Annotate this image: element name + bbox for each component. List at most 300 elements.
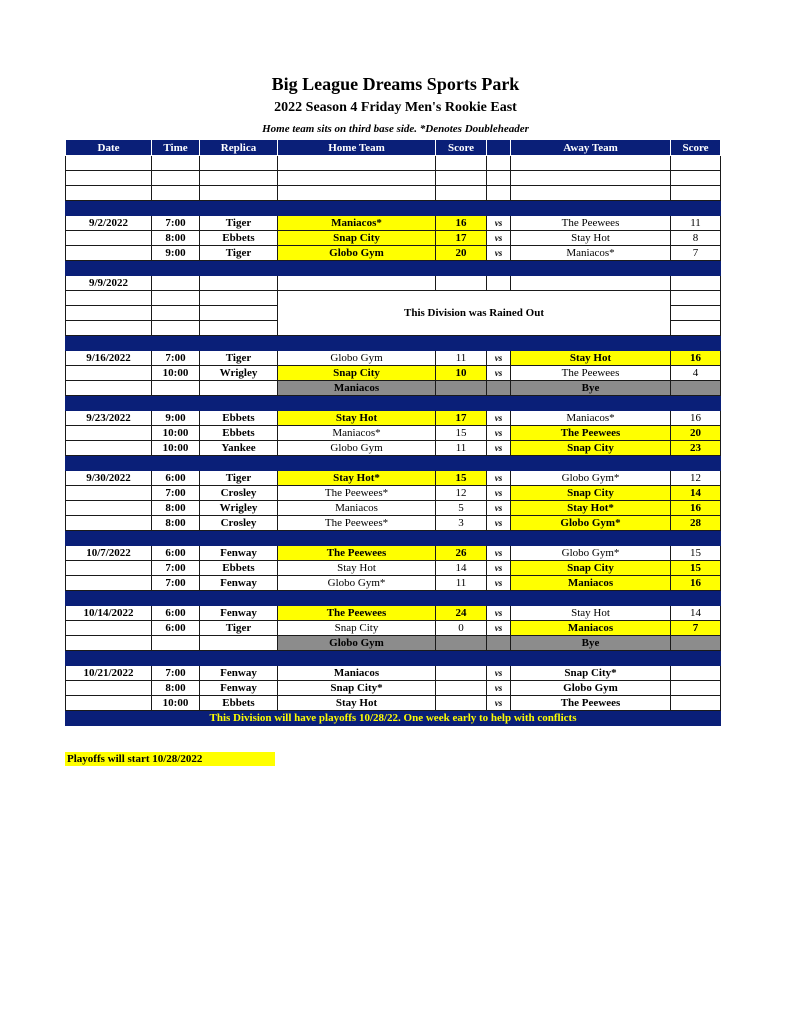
empty-cell bbox=[278, 171, 436, 186]
rainout-row bbox=[66, 291, 721, 306]
empty-cell bbox=[200, 396, 278, 411]
away-team-cell: Maniacos bbox=[511, 576, 671, 591]
time-cell: 8:00 bbox=[152, 516, 200, 531]
empty-cell bbox=[487, 531, 511, 546]
home-team-cell: Maniacos* bbox=[278, 426, 436, 441]
blank-row bbox=[66, 171, 721, 186]
table-row bbox=[66, 621, 721, 636]
table-row bbox=[66, 441, 721, 456]
date-cell bbox=[66, 621, 152, 636]
date-cell bbox=[66, 441, 152, 456]
schedule-table bbox=[65, 139, 721, 726]
date-cell: 10/14/2022 bbox=[66, 606, 152, 621]
vs-cell: vs bbox=[487, 696, 511, 711]
time-cell: 8:00 bbox=[152, 681, 200, 696]
separator-row bbox=[66, 396, 721, 411]
away-score-cell: 16 bbox=[671, 576, 721, 591]
empty-cell bbox=[152, 201, 200, 216]
table-row bbox=[66, 546, 721, 561]
empty-cell bbox=[200, 171, 278, 186]
date-cell: 10/7/2022 bbox=[66, 546, 152, 561]
away-score-cell bbox=[671, 696, 721, 711]
home-score-cell: 24 bbox=[436, 606, 487, 621]
empty-cell bbox=[152, 291, 200, 306]
table-row bbox=[66, 216, 721, 231]
away-score-cell: 11 bbox=[671, 216, 721, 231]
time-cell: 10:00 bbox=[152, 366, 200, 381]
away-score-cell: 14 bbox=[671, 606, 721, 621]
empty-cell bbox=[152, 336, 200, 351]
empty-cell bbox=[152, 306, 200, 321]
home-team-cell: The Peewees bbox=[278, 546, 436, 561]
away-score-cell: 28 bbox=[671, 516, 721, 531]
vs-cell: vs bbox=[487, 546, 511, 561]
empty-cell bbox=[671, 186, 721, 201]
time-cell: 10:00 bbox=[152, 441, 200, 456]
empty-cell bbox=[152, 591, 200, 606]
empty-cell bbox=[436, 396, 487, 411]
home-team-cell: Globo Gym bbox=[278, 441, 436, 456]
date-cell bbox=[66, 231, 152, 246]
time-cell: 7:00 bbox=[152, 216, 200, 231]
home-team-cell: Snap City bbox=[278, 366, 436, 381]
empty-cell bbox=[487, 456, 511, 471]
date-cell bbox=[66, 516, 152, 531]
field-cell: Fenway bbox=[200, 666, 278, 681]
empty-cell bbox=[66, 156, 152, 171]
empty-cell bbox=[152, 396, 200, 411]
empty-cell bbox=[152, 186, 200, 201]
table-row bbox=[66, 351, 721, 366]
empty-cell bbox=[671, 291, 721, 306]
empty-cell bbox=[278, 201, 436, 216]
separator-row bbox=[66, 651, 721, 666]
time-cell: 7:00 bbox=[152, 561, 200, 576]
home-team-cell: The Peewees* bbox=[278, 516, 436, 531]
empty-cell bbox=[436, 531, 487, 546]
away-score-cell: 7 bbox=[671, 621, 721, 636]
date-cell bbox=[66, 486, 152, 501]
empty-cell bbox=[436, 276, 487, 291]
home-score-cell bbox=[436, 381, 487, 396]
empty-cell bbox=[436, 336, 487, 351]
away-team-cell: Bye bbox=[511, 381, 671, 396]
rainout-message: This Division was Rained Out bbox=[278, 291, 671, 336]
empty-cell bbox=[278, 396, 436, 411]
table-row bbox=[66, 696, 721, 711]
time-cell: 10:00 bbox=[152, 426, 200, 441]
field-cell: Wrigley bbox=[200, 501, 278, 516]
vs-cell: vs bbox=[487, 366, 511, 381]
away-score-cell: 12 bbox=[671, 471, 721, 486]
home-score-cell: 11 bbox=[436, 576, 487, 591]
separator-row bbox=[66, 261, 721, 276]
field-cell: Ebbets bbox=[200, 561, 278, 576]
away-team-cell: Maniacos* bbox=[511, 246, 671, 261]
empty-cell bbox=[511, 276, 671, 291]
empty-cell bbox=[200, 531, 278, 546]
date-cell bbox=[66, 426, 152, 441]
time-cell: 10:00 bbox=[152, 696, 200, 711]
vs-cell: vs bbox=[487, 486, 511, 501]
empty-cell bbox=[436, 186, 487, 201]
home-team-cell: Maniacos bbox=[278, 666, 436, 681]
table-row bbox=[66, 576, 721, 591]
empty-cell bbox=[66, 651, 152, 666]
empty-cell bbox=[278, 531, 436, 546]
header-row bbox=[66, 140, 721, 156]
empty-cell bbox=[487, 171, 511, 186]
empty-cell bbox=[200, 276, 278, 291]
home-score-cell: 20 bbox=[436, 246, 487, 261]
empty-cell bbox=[487, 651, 511, 666]
empty-cell bbox=[152, 651, 200, 666]
empty-cell bbox=[671, 156, 721, 171]
empty-cell bbox=[200, 261, 278, 276]
home-team-cell: Maniacos bbox=[278, 501, 436, 516]
empty-cell bbox=[152, 261, 200, 276]
away-score-cell: 15 bbox=[671, 561, 721, 576]
home-team-cell: Snap City bbox=[278, 231, 436, 246]
blank-row bbox=[66, 156, 721, 171]
vs-cell: vs bbox=[487, 516, 511, 531]
home-score-cell: 10 bbox=[436, 366, 487, 381]
field-cell: Fenway bbox=[200, 681, 278, 696]
vs-cell: vs bbox=[487, 411, 511, 426]
empty-cell bbox=[200, 591, 278, 606]
empty-cell bbox=[511, 651, 671, 666]
empty-cell bbox=[511, 591, 671, 606]
empty-cell bbox=[671, 276, 721, 291]
home-score-cell: 15 bbox=[436, 471, 487, 486]
home-score-cell: 16 bbox=[436, 216, 487, 231]
empty-cell bbox=[66, 171, 152, 186]
field-cell: Tiger bbox=[200, 351, 278, 366]
empty-cell bbox=[671, 306, 721, 321]
separator-row bbox=[66, 201, 721, 216]
home-score-cell: 17 bbox=[436, 231, 487, 246]
home-team-cell: Globo Gym bbox=[278, 636, 436, 651]
empty-cell bbox=[511, 336, 671, 351]
away-score-cell: 16 bbox=[671, 351, 721, 366]
empty-cell bbox=[671, 591, 721, 606]
away-score-cell bbox=[671, 381, 721, 396]
time-cell: 9:00 bbox=[152, 246, 200, 261]
empty-cell bbox=[66, 291, 152, 306]
field-cell: Fenway bbox=[200, 606, 278, 621]
time-cell: 7:00 bbox=[152, 576, 200, 591]
empty-cell bbox=[278, 156, 436, 171]
vs-cell: vs bbox=[487, 231, 511, 246]
away-team-cell: Globo Gym* bbox=[511, 546, 671, 561]
field-cell: Ebbets bbox=[200, 696, 278, 711]
home-score-cell bbox=[436, 681, 487, 696]
field-cell: Fenway bbox=[200, 576, 278, 591]
empty-cell bbox=[511, 456, 671, 471]
away-team-cell: Stay Hot bbox=[511, 351, 671, 366]
separator-row bbox=[66, 336, 721, 351]
vs-cell: vs bbox=[487, 216, 511, 231]
away-score-cell bbox=[671, 666, 721, 681]
home-team-cell: Globo Gym* bbox=[278, 576, 436, 591]
vs-cell: vs bbox=[487, 426, 511, 441]
home-team-cell: Maniacos* bbox=[278, 216, 436, 231]
empty-cell bbox=[152, 636, 200, 651]
away-team-cell: The Peewees bbox=[511, 216, 671, 231]
empty-cell bbox=[66, 321, 152, 336]
empty-cell bbox=[487, 276, 511, 291]
time-cell: 9:00 bbox=[152, 411, 200, 426]
time-cell: 6:00 bbox=[152, 621, 200, 636]
home-team-cell: Snap City bbox=[278, 621, 436, 636]
away-team-cell: Snap City bbox=[511, 561, 671, 576]
table-row bbox=[66, 231, 721, 246]
home-score-cell: 3 bbox=[436, 516, 487, 531]
home-score-cell: 15 bbox=[436, 426, 487, 441]
field-cell: Tiger bbox=[200, 246, 278, 261]
empty-cell bbox=[200, 186, 278, 201]
empty-cell bbox=[152, 156, 200, 171]
empty-cell bbox=[152, 381, 200, 396]
page-title: Big League Dreams Sports Park bbox=[271, 74, 520, 94]
date-cell: 9/16/2022 bbox=[66, 351, 152, 366]
date-cell: 9/30/2022 bbox=[66, 471, 152, 486]
empty-cell bbox=[66, 261, 152, 276]
away-score-cell: 20 bbox=[671, 426, 721, 441]
vs-cell: vs bbox=[487, 681, 511, 696]
table-row bbox=[66, 246, 721, 261]
away-team-cell: Maniacos* bbox=[511, 411, 671, 426]
home-score-cell: 5 bbox=[436, 501, 487, 516]
empty-cell bbox=[278, 336, 436, 351]
empty-cell bbox=[278, 261, 436, 276]
date-cell: 9/2/2022 bbox=[66, 216, 152, 231]
home-score-cell bbox=[436, 666, 487, 681]
vs-cell: vs bbox=[487, 471, 511, 486]
home-team-cell: Maniacos bbox=[278, 381, 436, 396]
empty-cell bbox=[66, 381, 152, 396]
empty-cell bbox=[487, 336, 511, 351]
time-cell: 6:00 bbox=[152, 471, 200, 486]
home-team-cell: Snap City* bbox=[278, 681, 436, 696]
empty-cell bbox=[487, 261, 511, 276]
home-score-cell: 11 bbox=[436, 351, 487, 366]
empty-cell bbox=[487, 186, 511, 201]
field-cell: Tiger bbox=[200, 216, 278, 231]
empty-cell bbox=[278, 276, 436, 291]
vs-cell: vs bbox=[487, 441, 511, 456]
empty-cell bbox=[152, 276, 200, 291]
empty-cell bbox=[200, 651, 278, 666]
vs-cell: vs bbox=[487, 501, 511, 516]
home-score-cell bbox=[436, 696, 487, 711]
empty-cell bbox=[66, 591, 152, 606]
away-team-cell: Globo Gym* bbox=[511, 471, 671, 486]
away-score-cell: 8 bbox=[671, 231, 721, 246]
header-time: Time bbox=[152, 140, 200, 156]
empty-cell bbox=[487, 591, 511, 606]
empty-cell bbox=[671, 456, 721, 471]
rainout-date-row bbox=[66, 276, 721, 291]
bye-row bbox=[66, 381, 721, 396]
home-score-cell: 26 bbox=[436, 546, 487, 561]
time-cell: 7:00 bbox=[152, 486, 200, 501]
away-team-cell: The Peewees bbox=[511, 696, 671, 711]
header-away-team: Away Team bbox=[511, 140, 671, 156]
vs-cell: vs bbox=[487, 351, 511, 366]
away-team-cell: Globo Gym bbox=[511, 681, 671, 696]
vs-cell: vs bbox=[487, 561, 511, 576]
away-score-cell: 14 bbox=[671, 486, 721, 501]
time-cell: 6:00 bbox=[152, 606, 200, 621]
empty-cell bbox=[436, 456, 487, 471]
footer-row bbox=[66, 711, 721, 726]
table-row bbox=[66, 681, 721, 696]
field-cell: Ebbets bbox=[200, 426, 278, 441]
empty-cell bbox=[152, 456, 200, 471]
empty-cell bbox=[200, 336, 278, 351]
home-score-cell: 17 bbox=[436, 411, 487, 426]
empty-cell bbox=[487, 201, 511, 216]
time-cell: 8:00 bbox=[152, 501, 200, 516]
away-team-cell: The Peewees bbox=[511, 366, 671, 381]
header-home-team: Home Team bbox=[278, 140, 436, 156]
empty-cell bbox=[278, 591, 436, 606]
away-score-cell: 23 bbox=[671, 441, 721, 456]
playoffs-banner: This Division will have playoffs 10/28/22. One week early to help with conflicts bbox=[66, 711, 721, 726]
date-cell bbox=[66, 576, 152, 591]
time-cell: 7:00 bbox=[152, 351, 200, 366]
field-cell: Fenway bbox=[200, 546, 278, 561]
empty-cell bbox=[487, 396, 511, 411]
empty-cell bbox=[66, 531, 152, 546]
away-team-cell: Stay Hot bbox=[511, 606, 671, 621]
empty-cell bbox=[66, 336, 152, 351]
empty-cell bbox=[200, 321, 278, 336]
empty-cell bbox=[671, 531, 721, 546]
away-team-cell: The Peewees bbox=[511, 426, 671, 441]
empty-cell bbox=[200, 306, 278, 321]
vs-cell: vs bbox=[487, 606, 511, 621]
table-row bbox=[66, 366, 721, 381]
date-cell bbox=[66, 501, 152, 516]
empty-cell bbox=[671, 321, 721, 336]
date-cell: 9/23/2022 bbox=[66, 411, 152, 426]
away-score-cell: 4 bbox=[671, 366, 721, 381]
table-row bbox=[66, 516, 721, 531]
away-score-cell bbox=[671, 636, 721, 651]
home-team-cell: Stay Hot bbox=[278, 561, 436, 576]
home-team-cell: Stay Hot* bbox=[278, 471, 436, 486]
empty-cell bbox=[671, 336, 721, 351]
field-cell: Ebbets bbox=[200, 231, 278, 246]
vs-cell bbox=[487, 636, 511, 651]
date-cell bbox=[66, 681, 152, 696]
empty-cell bbox=[511, 171, 671, 186]
away-score-cell: 16 bbox=[671, 501, 721, 516]
empty-cell bbox=[511, 261, 671, 276]
page-subtitle: 2022 Season 4 Friday Men's Rookie East bbox=[274, 100, 517, 115]
home-team-cell: Stay Hot bbox=[278, 696, 436, 711]
field-cell: Wrigley bbox=[200, 366, 278, 381]
time-cell: 7:00 bbox=[152, 666, 200, 681]
field-cell: Crosley bbox=[200, 486, 278, 501]
away-team-cell: Snap City bbox=[511, 486, 671, 501]
separator-row bbox=[66, 591, 721, 606]
date-cell bbox=[66, 696, 152, 711]
field-cell: Tiger bbox=[200, 471, 278, 486]
empty-cell bbox=[200, 381, 278, 396]
empty-cell bbox=[671, 261, 721, 276]
empty-cell bbox=[66, 201, 152, 216]
table-row bbox=[66, 411, 721, 426]
empty-cell bbox=[66, 456, 152, 471]
empty-cell bbox=[278, 651, 436, 666]
header-vs bbox=[487, 140, 511, 156]
empty-cell bbox=[66, 306, 152, 321]
field-cell: Ebbets bbox=[200, 411, 278, 426]
empty-cell bbox=[671, 171, 721, 186]
header-date: Date bbox=[66, 140, 152, 156]
date-cell: 10/21/2022 bbox=[66, 666, 152, 681]
empty-cell bbox=[436, 261, 487, 276]
empty-cell bbox=[66, 396, 152, 411]
doubleheader-note: Home team sits on third base side. *Denotes Doubleheader bbox=[262, 123, 529, 135]
blank-row bbox=[66, 186, 721, 201]
home-team-cell: The Peewees bbox=[278, 606, 436, 621]
empty-cell bbox=[200, 291, 278, 306]
table-row bbox=[66, 486, 721, 501]
header-home-score: Score bbox=[436, 140, 487, 156]
empty-cell bbox=[511, 201, 671, 216]
empty-cell bbox=[66, 636, 152, 651]
home-score-cell bbox=[436, 636, 487, 651]
time-cell: 8:00 bbox=[152, 231, 200, 246]
empty-cell bbox=[200, 156, 278, 171]
vs-cell: vs bbox=[487, 246, 511, 261]
table-row bbox=[66, 471, 721, 486]
table-row bbox=[66, 606, 721, 621]
empty-cell bbox=[436, 171, 487, 186]
empty-cell bbox=[671, 651, 721, 666]
away-team-cell: Stay Hot bbox=[511, 231, 671, 246]
table-row bbox=[66, 561, 721, 576]
empty-cell bbox=[278, 186, 436, 201]
empty-cell bbox=[671, 201, 721, 216]
away-team-cell: Snap City* bbox=[511, 666, 671, 681]
table-row bbox=[66, 666, 721, 681]
vs-cell: vs bbox=[487, 666, 511, 681]
header-away-score: Score bbox=[671, 140, 721, 156]
away-score-cell: 15 bbox=[671, 546, 721, 561]
empty-cell bbox=[200, 456, 278, 471]
away-team-cell: Globo Gym* bbox=[511, 516, 671, 531]
empty-cell bbox=[487, 156, 511, 171]
away-team-cell: Bye bbox=[511, 636, 671, 651]
bye-row bbox=[66, 636, 721, 651]
empty-cell bbox=[152, 321, 200, 336]
empty-cell bbox=[436, 201, 487, 216]
field-cell: Crosley bbox=[200, 516, 278, 531]
home-score-cell: 14 bbox=[436, 561, 487, 576]
header-replica: Replica bbox=[200, 140, 278, 156]
home-score-cell: 12 bbox=[436, 486, 487, 501]
home-score-cell: 11 bbox=[436, 441, 487, 456]
empty-cell bbox=[436, 651, 487, 666]
home-team-cell: Globo Gym bbox=[278, 351, 436, 366]
date-cell: 9/9/2022 bbox=[66, 276, 152, 291]
empty-cell bbox=[671, 396, 721, 411]
